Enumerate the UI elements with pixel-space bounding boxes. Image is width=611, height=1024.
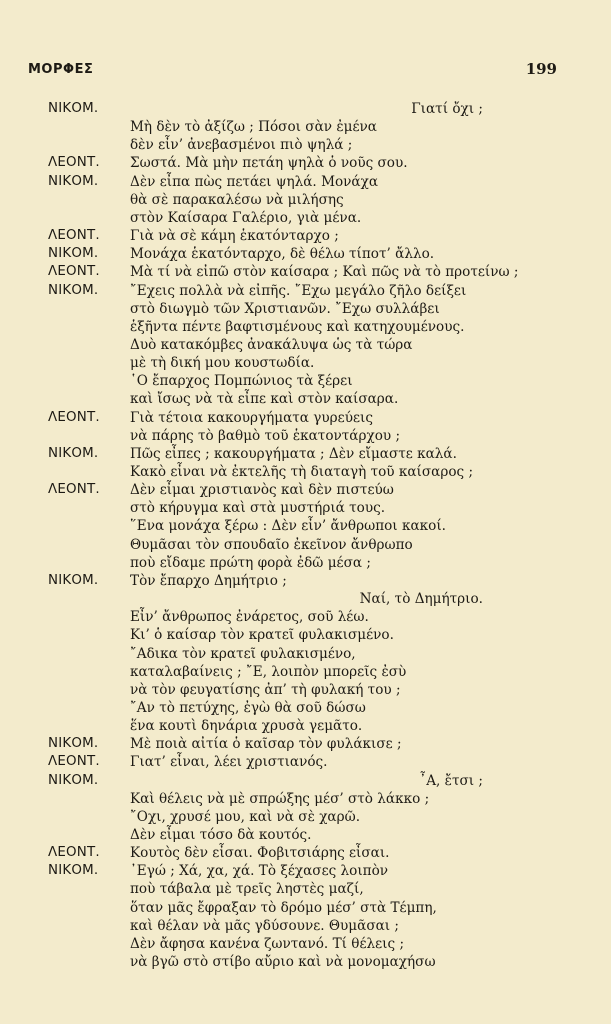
dialogue-line (0, 245, 611, 263)
line-text: νὰ πάρης τὸ βαθμὸ τοῦ ἑκατοντάρχου ; (130, 427, 401, 444)
dialogue-line (0, 372, 611, 390)
line-text: καὶ θέλαν νὰ μᾶς γδύσουνε. Θυμᾶσαι ; (130, 917, 400, 934)
speaker-name: ΛΕΟΝΤ. (48, 482, 100, 498)
line-text: ῾Ο ἔπαρχος Πομπώνιος τὰ ξέρει (130, 373, 353, 390)
line-text: Δὲν εἶμαι τόσο δὰ κουτός. (130, 827, 312, 843)
dialogue-line (0, 209, 611, 227)
speaker-name: ΝΙΚΟΜ. (48, 736, 99, 752)
line-text: μὲ τὴ δική μου κουστωδία. (130, 355, 315, 372)
line-text: Δὲν εἶμαι χριστιανὸς καὶ δὲν πιστεύω (130, 482, 394, 499)
dialogue-line (0, 191, 611, 209)
dialogue-line (0, 753, 611, 771)
dialogue-line (0, 899, 611, 917)
dialogue-line (0, 626, 611, 644)
line-text: Εἶν’ ἄνθρωπος ἐνάρετος, σοῦ λέω. (130, 609, 369, 626)
dialogue-line (0, 645, 611, 663)
dialogue-line (0, 336, 611, 354)
line-text: ἕνα κουτὶ δηνάρια χρυσὰ γεμᾶτο. (130, 718, 363, 735)
line-text: ῎Αδικα τὸν κρατεῖ φυλακισμένο, (130, 645, 356, 662)
line-text: Μὲ ποιὰ αἰτία ὁ καῖσαρ τὸν φυλάκισε ; (130, 736, 402, 753)
line-text: ῎Εχεις πολλὰ νὰ εἰπῆς. ῎Εχω μεγάλο ζῆλο δείξει (130, 282, 467, 299)
line-text: Γιὰ τέτοια κακουργήματα γυρεύεις (130, 409, 373, 426)
dialogue-line (0, 445, 611, 463)
running-header (28, 62, 557, 82)
line-text: στὸν Καίσαρα Γαλέριο, γιὰ μένα. (130, 209, 362, 226)
line-text: ῞Ενα μονάχα ξέρω : Δὲν εἶν’ ἄνθρωποι κακοί. (130, 518, 446, 535)
dialogue-line (0, 517, 611, 535)
line-text: Πῶς εἶπες ; κακουργήματα ; Δὲν εἴμαστε καλά. (130, 445, 457, 462)
speaker-name: ΝΙΚΟΜ. (48, 173, 99, 189)
line-text: Μὴ δὲν τὸ ἀξίζω ; Πόσοι σὰν ἐμένα (130, 119, 377, 136)
line-text: Κουτὸς δὲν εἶσαι. Φοβιτσιάρης εἶσαι. (130, 845, 390, 862)
dialogue-line (0, 227, 611, 245)
speaker-name: ΝΙΚΟΜ. (48, 772, 99, 788)
dialogue-line (0, 699, 611, 717)
running-title: ΜΟΡΦΕΣ (28, 62, 94, 77)
line-text: ῏Α, ἔτσι ; (419, 772, 483, 789)
line-text: καὶ ἴσως νὰ τὰ εἶπε καὶ στὸν καίσαρα. (130, 391, 399, 408)
speaker-name: ΝΙΚΟΜ. (48, 246, 99, 262)
line-text: καταλαβαίνεις ; ῎Ε, λοιπὸν μπορεῖς ἐσὺ (130, 663, 407, 680)
page-number: 199 (525, 60, 557, 78)
line-text: Μὰ τί νὰ εἰπῶ στὸν καίσαρα ; Καὶ πῶς νὰ τὸ προτείνω ; (130, 264, 519, 281)
dialogue-line (0, 463, 611, 481)
line-text: Κακὸ εἶναι νὰ ἐκτελῆς τὴ διαταγὴ τοῦ καίσαρος ; (130, 464, 474, 480)
speaker-name: ΛΕΟΝΤ. (48, 409, 100, 425)
dialogue-line (0, 880, 611, 898)
dialogue-line (0, 772, 611, 790)
line-text: Θυμᾶσαι τὸν σπουδαῖο ἐκεῖνον ἄνθρωπο (130, 536, 413, 553)
line-text: Κι’ ὁ καίσαρ τὸν κρατεῖ φυλακισμένο. (130, 627, 394, 644)
dialogue-line (0, 681, 611, 699)
dialogue-line (0, 481, 611, 499)
dialogue-line (0, 826, 611, 844)
line-text: Καὶ θέλεις νὰ μὲ σπρώξης μέσ’ στὸ λάκκο ; (130, 790, 430, 807)
dialogue-line (0, 590, 611, 608)
dialogue-line (0, 300, 611, 318)
dialogue-line (0, 427, 611, 445)
dialogue-line (0, 409, 611, 427)
speaker-name: ΝΙΚΟΜ. (48, 863, 99, 879)
line-text: ᾿Εγώ ; Χά, χα, χά. Τὸ ξέχασες λοιπὸν (130, 863, 389, 880)
dialogue-line (0, 953, 611, 971)
dialogue-line (0, 808, 611, 826)
dialogue-line (0, 100, 611, 118)
dialogue-line (0, 282, 611, 300)
dialogue-line (0, 318, 611, 336)
dialogue-line (0, 935, 611, 953)
line-text: ῎Αν τὸ πετύχης, ἐγὼ θὰ σοῦ δώσω (130, 699, 366, 716)
dialogue-line (0, 136, 611, 154)
line-text: νὰ βγῶ στὸ στίβο αὔριο καὶ νὰ μονομαχήσω (130, 954, 436, 971)
speaker-name: ΝΙΚΟΜ. (48, 445, 99, 461)
line-text: Γιὰ νὰ σὲ κάμη ἑκατόνταρχο ; (130, 228, 339, 245)
line-text: Τὸν ἔπαρχο Δημήτριο ; (130, 572, 287, 589)
line-text: ποὺ τάβαλα μὲ τρεῖς ληστὲς μαζί, (130, 881, 364, 898)
line-text: Ναί, τὸ Δημήτριο. (359, 591, 483, 608)
line-text: στὸ διωγμὸ τῶν Χριστιανῶν. ῎Εχω συλλάβει (130, 300, 440, 317)
line-text: στὸ κήρυγμα καὶ στὰ μυστήριά τους. (130, 500, 386, 517)
dialogue-line (0, 173, 611, 191)
line-text: ἑξῆντα πέντε βαφτισμένους καὶ κατηχουμένους. (130, 318, 465, 335)
dialogue-line (0, 499, 611, 517)
dialogue-line (0, 354, 611, 372)
line-text: ποὺ εἴδαμε πρώτη φορὰ ἐδῶ μέσα ; (130, 554, 371, 571)
line-text: δὲν εἶν’ ἀνεβασμένοι πιὸ ψηλά ; (130, 137, 353, 154)
dialogue-line (0, 844, 611, 862)
dialogue-line (0, 572, 611, 590)
speaker-name: ΝΙΚΟΜ. (48, 101, 99, 116)
dialogue-line (0, 263, 611, 281)
line-text: Δὲν ἄφησα κανένα ζωντανό. Τί θέλεις ; (130, 935, 405, 952)
line-text: θὰ σὲ παρακαλέσω νὰ μιλήσης (130, 191, 344, 208)
speaker-name: ΛΕΟΝΤ. (48, 754, 100, 770)
dialogue-line (0, 118, 611, 136)
speaker-name: ΛΕΟΝΤ. (48, 155, 100, 171)
speaker-name: ΛΕΟΝΤ. (48, 228, 100, 244)
line-text: Γιατ’ εἶναι, λέει χριστιανός. (130, 754, 328, 771)
speaker-name: ΝΙΚΟΜ. (48, 282, 99, 298)
dialogue-line (0, 554, 611, 572)
dialogue-line (0, 717, 611, 735)
dialogue-line (0, 917, 611, 935)
line-text: Σωστά. Μὰ μὴν πετάη ψηλὰ ὁ νοῦς σου. (130, 155, 408, 172)
dialogue-line (0, 390, 611, 408)
line-text: Δὲν εἶπα πὼς πετάει ψηλά. Μονάχα (130, 173, 379, 190)
line-text: νὰ τὸν φευγατίσης ἀπ’ τὴ φυλακή του ; (130, 681, 401, 698)
speaker-name: ΝΙΚΟΜ. (48, 572, 99, 588)
line-text: ὅταν μᾶς ἔφραξαν τὸ δρόμο μέσ’ στὰ Τέμπη, (130, 899, 437, 916)
line-text: Δυὸ κατακόμβες ἀνακάλυψα ὡς τὰ τώρα (130, 336, 413, 353)
dialogue-line (0, 536, 611, 554)
dialogue-line (0, 790, 611, 808)
dialogue-line (0, 154, 611, 172)
speaker-name: ΛΕΟΝΤ. (48, 845, 100, 861)
speaker-name: ΛΕΟΝΤ. (48, 264, 100, 280)
line-text: ῎Οχι, χρυσέ μου, καὶ νὰ σὲ χαρῶ. (130, 808, 361, 825)
dialogue-line (0, 862, 611, 880)
dialogue-line (0, 663, 611, 681)
line-text: Γιατί ὄχι ; (411, 101, 483, 117)
dialogue-line (0, 735, 611, 753)
line-text: Μονάχα ἑκατόνταρχο, δὲ θέλω τίποτ’ ἄλλο. (130, 246, 435, 263)
dialogue-line (0, 608, 611, 626)
